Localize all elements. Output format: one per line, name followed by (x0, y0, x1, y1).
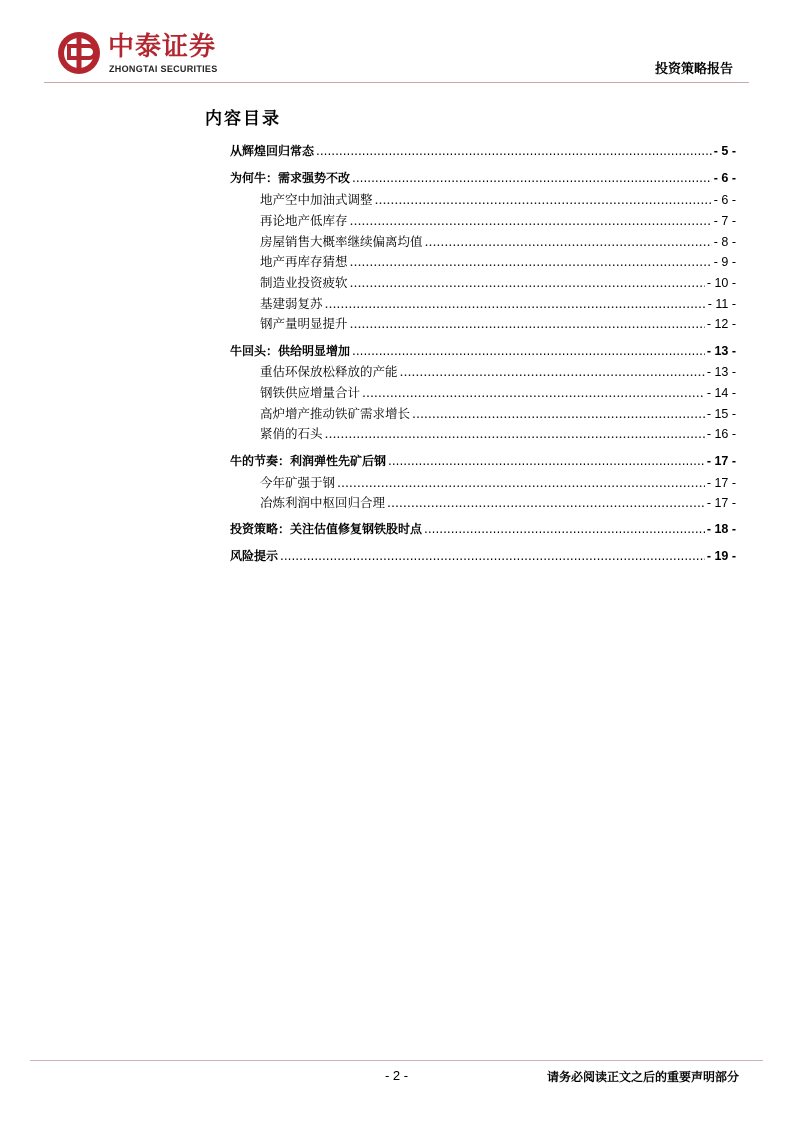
page-number: - 2 - (384, 1068, 409, 1083)
toc-entry[interactable] (230, 362, 736, 382)
toc-leader-dots (350, 275, 705, 290)
toc-entry-page: - 7 - (713, 214, 736, 228)
company-logo (56, 30, 246, 80)
toc-entry-label: 为何牛：需求强势不改 (230, 171, 351, 185)
zhongtai-logo-icon (56, 30, 102, 76)
toc-entry-label: 牛的节奏：利润弹性先矿后钢 (230, 454, 387, 468)
toc-entry[interactable] (230, 473, 736, 493)
toc-entry-page: - 5 - (713, 144, 736, 158)
toc-entry-label: 钢铁供应增量合计 (260, 385, 361, 400)
toc-entry-page: - 6 - (713, 171, 736, 185)
toc-entry[interactable] (230, 547, 736, 567)
toc-leader-dots (388, 454, 705, 468)
toc-entry-page: - 13 - (706, 365, 736, 379)
toc-leader-dots (425, 234, 712, 249)
toc-leader-dots (280, 549, 705, 563)
toc-leader-dots (362, 385, 705, 400)
toc-entry-label: 紧俏的石头 (260, 426, 323, 441)
toc-leader-dots (316, 144, 712, 158)
toc-entry[interactable] (230, 252, 736, 272)
toc-entry[interactable] (230, 342, 736, 362)
toc-entry-label: 风险提示 (230, 549, 279, 563)
toc-entry[interactable] (230, 424, 736, 444)
toc-entry[interactable] (230, 190, 736, 210)
logo-chinese-name: 中泰证券 (108, 32, 217, 62)
toc-leader-dots (337, 475, 705, 490)
toc-leader-dots (375, 192, 712, 207)
toc-entry[interactable] (230, 169, 736, 189)
toc-leader-dots (412, 406, 705, 421)
header-divider (44, 82, 749, 83)
toc-entry-page: - 11 - (707, 297, 736, 311)
toc-entry-page: - 18 - (706, 522, 736, 536)
report-type: 投资策略报告 (654, 62, 733, 77)
toc-leader-dots (352, 344, 705, 358)
disclaimer: 请务必阅读正文之后的重要声明部分 (546, 1070, 739, 1084)
toc-entry[interactable] (230, 452, 736, 472)
toc-entry-page: - 14 - (706, 386, 736, 400)
toc-entry[interactable] (230, 142, 736, 162)
toc-entry-page: - 16 - (706, 427, 736, 441)
toc-entry-page: - 8 - (713, 235, 736, 249)
toc-entry-label: 今年矿强于钢 (260, 475, 336, 490)
toc-entry-label: 投资策略：关注估值修复钢铁股时点 (230, 522, 423, 536)
toc-leader-dots (352, 171, 712, 185)
toc-leader-dots (400, 364, 705, 379)
toc-entry[interactable] (230, 493, 736, 513)
toc-entry-page: - 15 - (706, 407, 736, 421)
toc-entry[interactable] (230, 404, 736, 424)
toc-entry[interactable] (230, 211, 736, 231)
toc-entry-page: - 17 - (706, 496, 736, 510)
toc-entry-page: - 17 - (706, 476, 736, 490)
logo-english-name: ZHONGTAI SECURITIES (109, 64, 218, 74)
toc-entry[interactable] (230, 273, 736, 293)
toc-entry-page: - 9 - (713, 255, 736, 269)
toc-leader-dots (325, 426, 705, 441)
toc-leader-dots (350, 254, 712, 269)
toc-entry-label: 地产空中加油式调整 (260, 192, 373, 207)
toc-entry[interactable] (230, 383, 736, 403)
toc-entry-label: 基建弱复苏 (260, 296, 323, 311)
toc-entry-page: - 6 - (713, 193, 736, 207)
toc-entry-label: 房屋销售大概率继续偏离均值 (260, 234, 423, 249)
toc-entry[interactable] (230, 520, 736, 540)
toc-entry-page: - 17 - (706, 454, 736, 468)
footer-divider (30, 1060, 763, 1061)
toc-entry-label: 地产再库存猜想 (260, 254, 348, 269)
toc-leader-dots (350, 213, 712, 228)
toc-entry-label: 再论地产低库存 (260, 213, 348, 228)
toc-entry-label: 高炉增产推动铁矿需求增长 (260, 406, 411, 421)
toc-entry-label: 冶炼利润中枢回归合理 (260, 495, 386, 510)
toc-entry-page: - 13 - (706, 344, 736, 358)
toc-entry-label: 钢产量明显提升 (260, 316, 348, 331)
toc-leader-dots (387, 495, 705, 510)
toc-title: 内容目录 (205, 109, 281, 129)
toc-leader-dots (424, 522, 705, 536)
toc-entry[interactable] (230, 232, 736, 252)
toc-entry[interactable] (230, 314, 736, 334)
toc-entry-label: 牛回头：供给明显增加 (230, 344, 351, 358)
toc-entry[interactable] (230, 294, 736, 314)
toc-leader-dots (325, 296, 706, 311)
toc-entry-page: - 12 - (706, 317, 736, 331)
toc-entry-label: 重估环保放松释放的产能 (260, 364, 398, 379)
toc-entry-label: 制造业投资疲软 (260, 275, 348, 290)
toc-entry-label: 从辉煌回归常态 (230, 144, 315, 158)
toc-leader-dots (350, 316, 705, 331)
toc-entry-page: - 19 - (706, 549, 736, 563)
toc-entry-page: - 10 - (706, 276, 736, 290)
